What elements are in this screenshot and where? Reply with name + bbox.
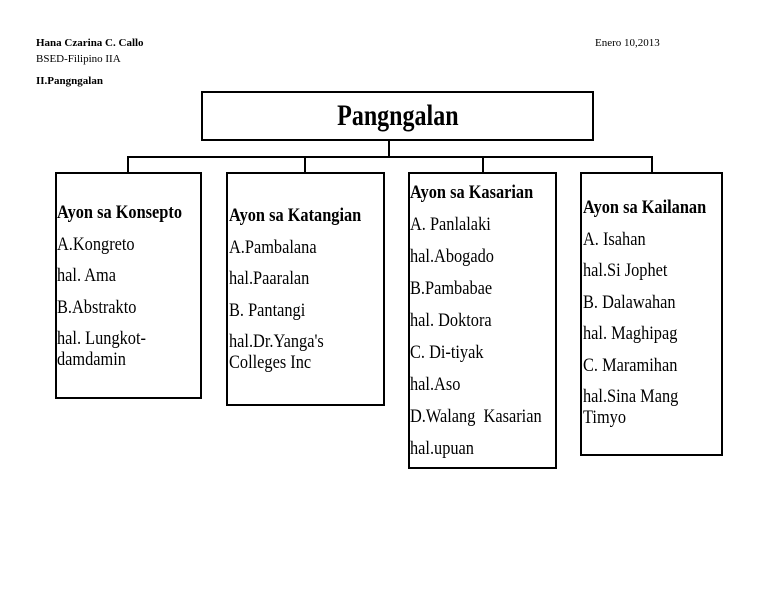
course: BSED-Filipino IIA <box>36 53 121 65</box>
connector-horizontal <box>127 156 653 158</box>
branch-item: damdamin <box>57 349 126 370</box>
branch-item: Timyo <box>583 407 626 428</box>
branch-item: hal.Aso <box>410 374 461 395</box>
branch-item: B. Pantangi <box>229 299 306 321</box>
branch-item: hal.upuan <box>410 438 474 459</box>
branch-heading: Ayon sa Konsepto <box>57 202 182 223</box>
branch-item: hal.Paaralan <box>229 268 310 289</box>
branch-item: hal. Lungkot- <box>57 328 146 349</box>
branch-item: A.Kongreto <box>57 233 135 255</box>
branch-item: hal.Sina Mang <box>583 386 679 407</box>
branch-item: B.Pambabae <box>410 278 493 299</box>
branch-kasarian-text <box>410 177 563 465</box>
branch-item: hal. Maghipag <box>583 323 678 344</box>
branch-item: B.Abstrakto <box>57 296 137 318</box>
branch-heading: Ayon sa Kasarian <box>410 182 534 203</box>
branch-heading: Ayon sa Katangian <box>229 205 362 226</box>
branch-kailanan-text <box>583 192 726 428</box>
branch-item: A. Isahan <box>583 228 646 250</box>
branch-konsepto-text <box>57 197 202 370</box>
branch-item: hal.Abogado <box>410 246 494 267</box>
branch-item: Colleges Inc <box>229 352 312 373</box>
root-title: Pangngalan <box>336 99 459 132</box>
branch-item: C. Maramihan <box>583 354 678 376</box>
section-title: II.Pangngalan <box>36 75 103 87</box>
branch-item: hal.Si Jophet <box>583 260 668 281</box>
branch-item: hal. Ama <box>57 265 117 286</box>
branch-katangian-text <box>229 200 383 373</box>
branch-item: C. Di-tiyak <box>410 342 484 363</box>
branch-item: D.Walang Kasarian <box>410 406 542 427</box>
branch-item: hal.Dr.Yanga's <box>229 331 324 352</box>
branch-item: A. Panlalaki <box>410 214 491 235</box>
branch-item: B. Dalawahan <box>583 291 676 313</box>
branch-heading: Ayon sa Kailanan <box>583 197 707 218</box>
author-name: Hana Czarina C. Callo <box>36 37 144 49</box>
root-box <box>201 91 594 141</box>
date: Enero 10,2013 <box>595 37 660 49</box>
branch-item: A.Pambalana <box>229 236 317 258</box>
branch-item: hal. Doktora <box>410 310 492 331</box>
